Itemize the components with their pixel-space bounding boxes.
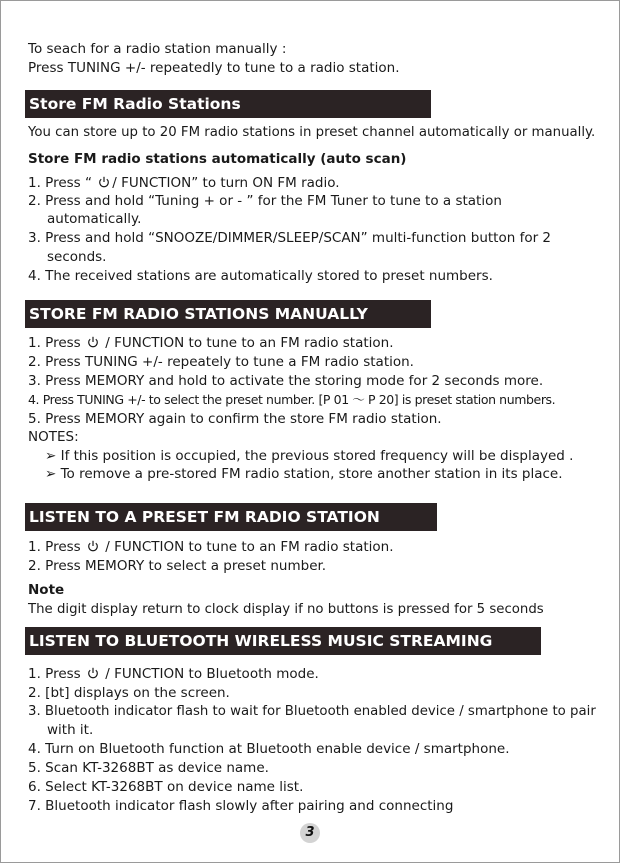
section-heading-store-fm: Store FM Radio Stations bbox=[25, 90, 431, 118]
step-text: / FUNCTION to Bluetooth mode. bbox=[101, 666, 319, 682]
section-heading-bluetooth: LISTEN TO BLUETOOTH WIRELESS MUSIC STREAMING bbox=[25, 627, 541, 655]
store-manual-step-2: 2. Press TUNING +/- repeately to tune a FM radio station. bbox=[28, 354, 414, 370]
section-heading-listen-preset: LISTEN TO A PRESET FM RADIO STATION bbox=[25, 503, 437, 531]
store-fm-step-3-cont: seconds. bbox=[47, 249, 107, 265]
bluetooth-step-4: 4. Turn on Bluetooth function at Bluetooth enable device / smartphone. bbox=[28, 741, 510, 757]
bluetooth-step-7: 7. Bluetooth indicator flash slowly after pairing and connecting bbox=[28, 798, 454, 814]
store-fm-description: You can store up to 20 FM radio stations in preset channel automatically or manually. bbox=[28, 125, 596, 140]
listen-preset-note-label: Note bbox=[28, 582, 65, 598]
store-fm-step-1 bbox=[28, 174, 340, 192]
listen-preset-step-1 bbox=[28, 538, 394, 556]
listen-preset-step-2: 2. Press MEMORY to select a preset number. bbox=[28, 558, 327, 574]
power-icon bbox=[87, 667, 99, 679]
store-fm-step-2: 2. Press and hold “Tuning + or - ” for the FM Tuner to tune to a station bbox=[28, 193, 502, 209]
power-icon bbox=[98, 176, 110, 188]
store-fm-step-4: 4. The received stations are automatically stored to preset numbers. bbox=[28, 268, 493, 284]
bluetooth-step-3: 3. Bluetooth indicator flash to wait for Bluetooth enabled device / smartphone to pair bbox=[28, 704, 596, 719]
power-icon bbox=[87, 336, 99, 348]
step-text: / FUNCTION” to turn ON FM radio. bbox=[112, 175, 340, 191]
step-text: 1. Press bbox=[28, 539, 85, 555]
step-text: 1. Press bbox=[28, 335, 85, 351]
bluetooth-step-6: 6. Select KT-3268BT on device name list. bbox=[28, 779, 304, 795]
store-fm-step-2-cont: automatically. bbox=[47, 211, 142, 227]
bluetooth-step-5: 5. Scan KT-3268BT as device name. bbox=[28, 760, 269, 776]
step-text: 1. Press bbox=[28, 666, 85, 682]
store-fm-step-3: 3. Press and hold “SNOOZE/DIMMER/SLEEP/SCAN” multi-function button for 2 bbox=[28, 230, 552, 246]
bluetooth-step-1 bbox=[28, 665, 319, 683]
store-fm-subheading: Store FM radio stations automatically (auto scan) bbox=[28, 151, 407, 167]
listen-preset-note-text: The digit display return to clock display if no buttons is pressed for 5 seconds bbox=[28, 602, 544, 617]
step-text: / FUNCTION to tune to an FM radio station. bbox=[101, 539, 394, 555]
intro-line-1: To seach for a radio station manually : bbox=[28, 41, 287, 57]
bluetooth-step-3-cont: with it. bbox=[47, 722, 94, 738]
store-manual-note-1: ➢ If this position is occupied, the previous stored frequency will be displayed . bbox=[45, 448, 574, 464]
store-manual-step-4: 4. Press TUNING +/- to select the preset number. [P 01 ～ P 20] is preset station numbers. bbox=[28, 392, 556, 407]
step-text: / FUNCTION to tune to an FM radio station. bbox=[101, 335, 394, 351]
store-manual-step-5: 5. Press MEMORY again to confirm the store FM radio station. bbox=[28, 411, 442, 427]
store-manual-notes-label: NOTES: bbox=[28, 429, 79, 445]
power-icon bbox=[87, 540, 99, 552]
section-heading-store-manual: STORE FM RADIO STATIONS MANUALLY bbox=[25, 300, 431, 328]
step-text: 1. Press “ bbox=[28, 175, 97, 191]
store-manual-step-1 bbox=[28, 334, 394, 352]
store-manual-step-3: 3. Press MEMORY and hold to activate the storing mode for 2 seconds more. bbox=[28, 373, 544, 389]
bluetooth-step-2: 2. [bt] displays on the screen. bbox=[28, 685, 230, 701]
store-manual-note-2: ➢ To remove a pre-stored FM radio station, store another station in its place. bbox=[45, 466, 563, 482]
page-number-badge: 3 bbox=[300, 823, 320, 843]
intro-line-2: Press TUNING +/- repeatedly to tune to a radio station. bbox=[28, 60, 400, 76]
